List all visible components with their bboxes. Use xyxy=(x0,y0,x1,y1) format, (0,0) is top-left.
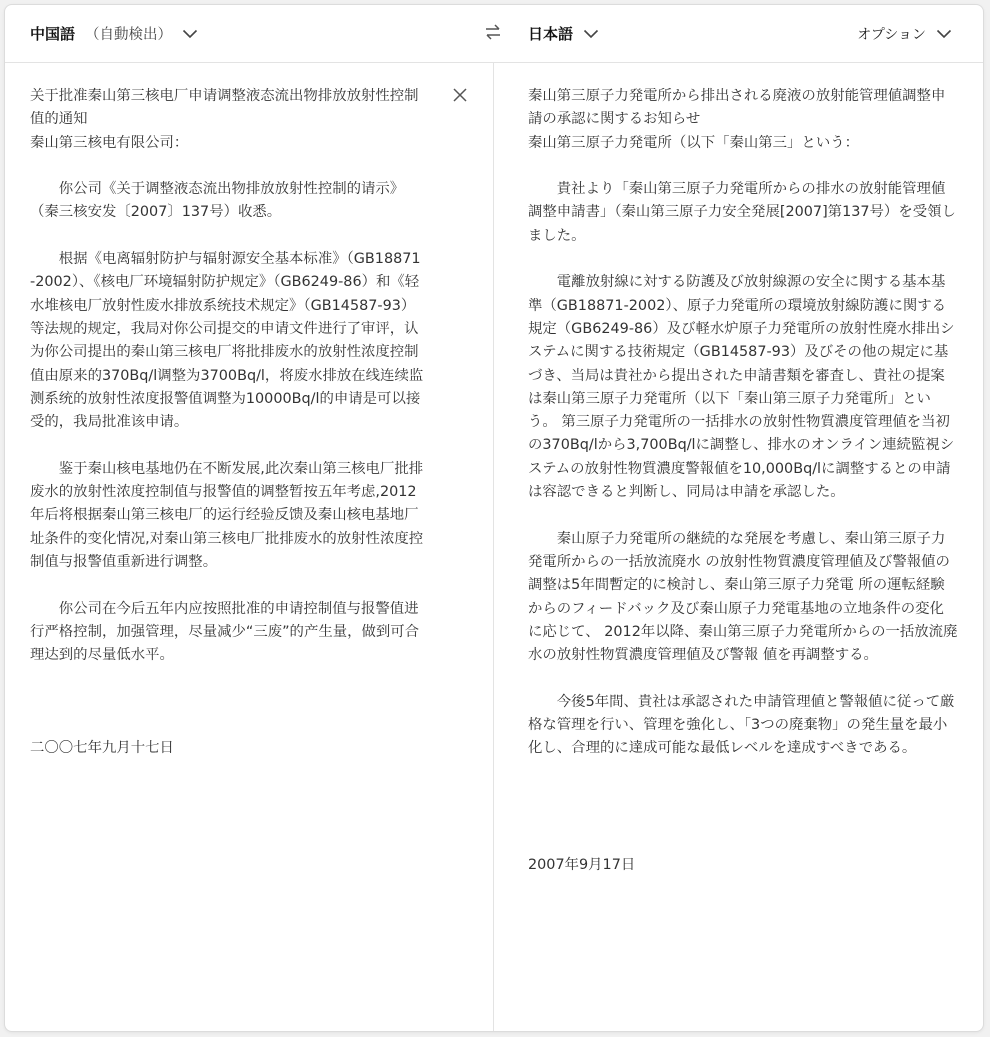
options-label: オプション xyxy=(857,26,926,43)
auto-detect-label: （自動検出） xyxy=(85,27,173,43)
swap-arrows-icon xyxy=(483,22,503,46)
blank-line xyxy=(30,434,425,457)
blank-line xyxy=(528,831,958,854)
target-language-name: 日本語 xyxy=(528,25,574,43)
translator-card xyxy=(4,4,984,1032)
blank-line xyxy=(30,691,425,714)
blank-line xyxy=(528,667,958,690)
clear-text-button[interactable] xyxy=(450,87,470,107)
options-dropdown[interactable] xyxy=(857,5,952,62)
text-paragraph: 貴社より「秦山第三原子力発電所からの排水の放射能管理値調整申請書」（秦山第三原子力安全発展[2007]第137号）を受領しました。 xyxy=(528,181,956,244)
text-paragraph: 秦山第三核电有限公司： xyxy=(30,134,189,151)
text-paragraph: 二〇〇七年九月十七日 xyxy=(30,740,174,757)
text-paragraph: 你公司在今后五年内应按照批准的申请控制值与报警值进行严格控制，加强管理，尽量减少“三废”的产生量，做到可合理达到的尽量低水平。 xyxy=(30,600,420,664)
source-text-area[interactable] xyxy=(30,85,425,761)
target-language-selector[interactable] xyxy=(528,5,599,62)
blank-line xyxy=(30,667,425,690)
source-language-name: 中国語 xyxy=(30,25,76,43)
chevron-down-icon xyxy=(182,29,198,39)
chevron-down-icon xyxy=(936,29,952,39)
text-paragraph: 鉴于秦山核电基地仍在不断发展,此次秦山第三核电厂批排废水的放射性浓度控制值与报警值的调整暂按五年考虑,2012年后将根据秦山第三核电厂的运行经验反馈及秦山核电基地厂址条件的变化情况,对秦山第三核电厂批排废水的放射性浓度控制值与报警值重新进行调整。 xyxy=(30,460,424,570)
source-language-selector[interactable] xyxy=(30,5,198,62)
text-paragraph: 電離放射線に対する防護及び放射線源の安全に関する基本基準（GB18871-2002）、原子力発電所の環境放射線防護に関する規定（GB6249-86）及び軽水炉原子力発電所の放射性廃水排出システムに関する技術規定（GB14587-93）及びその他の規定に基づき、当局は貴社から提出された申請書類を審査し、貴社の提案は秦山第三原子力発電所（以下「秦山第三原子力発電所」という。 第三原子力発電所の一括排水の放射性物質濃度管理値を当初の370Bq/lから3,700Bq/lに調整し、排水のオンライン連続監視システムの放射性物質濃度警報値を10,000Bq/lに調整するとの申請は容認できると判断し、同局は申請を承認した。 xyxy=(528,274,955,501)
blank-line xyxy=(30,574,425,597)
blank-line xyxy=(528,761,958,784)
text-paragraph: 根据《电离辐射防护与辐射源安全基本标准》（GB18871-2002）、《核电厂环境辐射防护规定》（GB6249-86）和《轻水堆核电厂放射性废水排放系统技术规定》（GB14587-93）等法规的规定，我局对你公司提交的申请文件进行了审评，认为你公司提出的秦山第三核电厂将批排废水的放射性浓度控制值由原来的370Bq/l调整为3700Bq/l，将废水排放在线连续监测系统的放射性浓度报警值调整为10000Bq/l的申请是可以接受的，我局批准该申请。 xyxy=(30,251,424,431)
blank-line xyxy=(30,225,425,248)
blank-line xyxy=(528,784,958,807)
blank-line xyxy=(528,155,958,178)
blank-line xyxy=(30,714,425,737)
text-paragraph: 秦山第三原子力発電所から排出される廃液の放射能管理値調整申請の承認に関するお知らせ xyxy=(528,88,946,128)
text-paragraph: 秦山原子力発電所の継続的な発展を考慮し、秦山第三原子力発電所からの一括放流廃水 の放射性物質濃度管理値及び警報値の調整は5年間暫定的に検討し、秦山第三原子力発電 所の運転経験からのフィードバック及び秦山原子力発電基地の立地条件の変化に応じて、 2012年以降、秦山第三原子力発電所からの一括放流廃水の放射性物質濃度管理値及び警報 値を再調整する。 xyxy=(528,530,958,664)
translation-output xyxy=(528,85,958,877)
text-paragraph: 关于批准秦山第三核电厂申请调整液态流出物排放放射性控制值的通知 xyxy=(30,88,419,128)
text-paragraph: 你公司《关于调整液态流出物排放放射性控制的请示》（秦三核安发〔2007〕137号）收悉。 xyxy=(30,181,405,221)
close-icon xyxy=(452,87,468,107)
pane-divider xyxy=(493,62,494,1031)
swap-languages-button[interactable] xyxy=(481,22,505,46)
text-paragraph: 秦山第三原子力発電所（以下「秦山第三」という： xyxy=(528,134,859,151)
text-paragraph: 今後5年間、貴社は承認された申請管理値と警報値に従って厳格な管理を行い、管理を強化し、「3つの廃棄物」の発生量を最小化し、合理的に達成可能な最低レベルを達成すべきである。 xyxy=(528,693,955,757)
language-bar xyxy=(5,5,983,63)
text-paragraph: 2007年9月17日 xyxy=(528,856,636,873)
blank-line xyxy=(30,155,425,178)
chevron-down-icon xyxy=(583,29,599,39)
blank-line xyxy=(528,248,958,271)
blank-line xyxy=(528,807,958,830)
blank-line xyxy=(528,504,958,527)
